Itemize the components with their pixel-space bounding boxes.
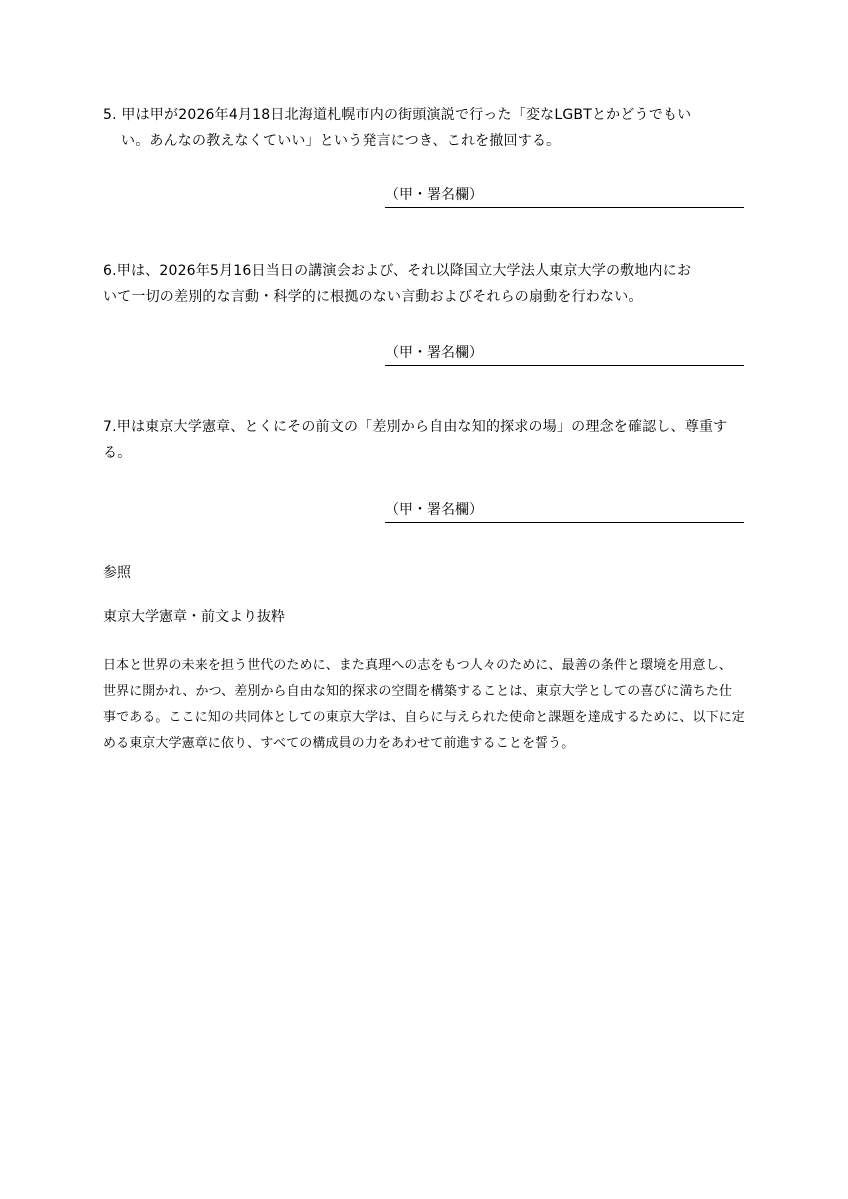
clause-7-line-1: 7.甲は東京大学憲章、とくにその前文の「差別から自由な知的探求の場」の理念を確認し、尊重す [103, 419, 728, 435]
clause-5-line-1: 5. 甲は甲が2026年4月18日北海道札幌市内の街頭演説で行った「変なLGBTとかどうでもい [103, 107, 692, 123]
clause-6-line-1: 6.甲は、2026年5月16日当日の講演会および、それ以降国立大学法人東京大学の敷地内にお [103, 263, 692, 279]
reference-heading: 参照 [103, 565, 131, 581]
clause-7-line-2: る。 [103, 445, 132, 461]
signature-field-7[interactable] [385, 500, 744, 523]
signature-label-6: （甲・署名欄） [385, 345, 483, 361]
clause-6 [103, 258, 691, 310]
charter-excerpt [103, 653, 745, 757]
excerpt-line-3: 事である。ここに知の共同体としての東京大学は、自らに与えられた使命と課題を達成するために、以下に定 [103, 710, 745, 725]
excerpt-line-1: 日本と世界の未来を担う世代のために、また真理への志をもつ人々のために、最善の条件と環境を用意し、 [103, 658, 732, 673]
excerpt-title: 東京大学憲章・前文より抜粋 [103, 609, 285, 625]
signature-field-6[interactable] [385, 343, 744, 366]
signature-field-5[interactable] [385, 185, 744, 208]
clause-6-line-2: いて一切の差別的な言動・科学的に根拠のない言動およびそれらの扇動を行わない。 [103, 289, 643, 305]
clause-5 [103, 102, 691, 154]
signature-label-5: （甲・署名欄） [385, 187, 483, 203]
clause-7 [103, 414, 727, 466]
signature-label-7: （甲・署名欄） [385, 502, 483, 518]
excerpt-line-4: める東京大学憲章に依り、すべての構成員の力をあわせて前進することを誓う。 [103, 736, 575, 751]
excerpt-line-2: 世界に開かれ、かつ、差別から自由な知的探求の空間を構築することは、東京大学としての喜びに満ちた仕 [103, 684, 733, 699]
clause-5-line-2: い。あんなの教えなくていい」という発言につき、これを撤回する。 [121, 133, 561, 149]
